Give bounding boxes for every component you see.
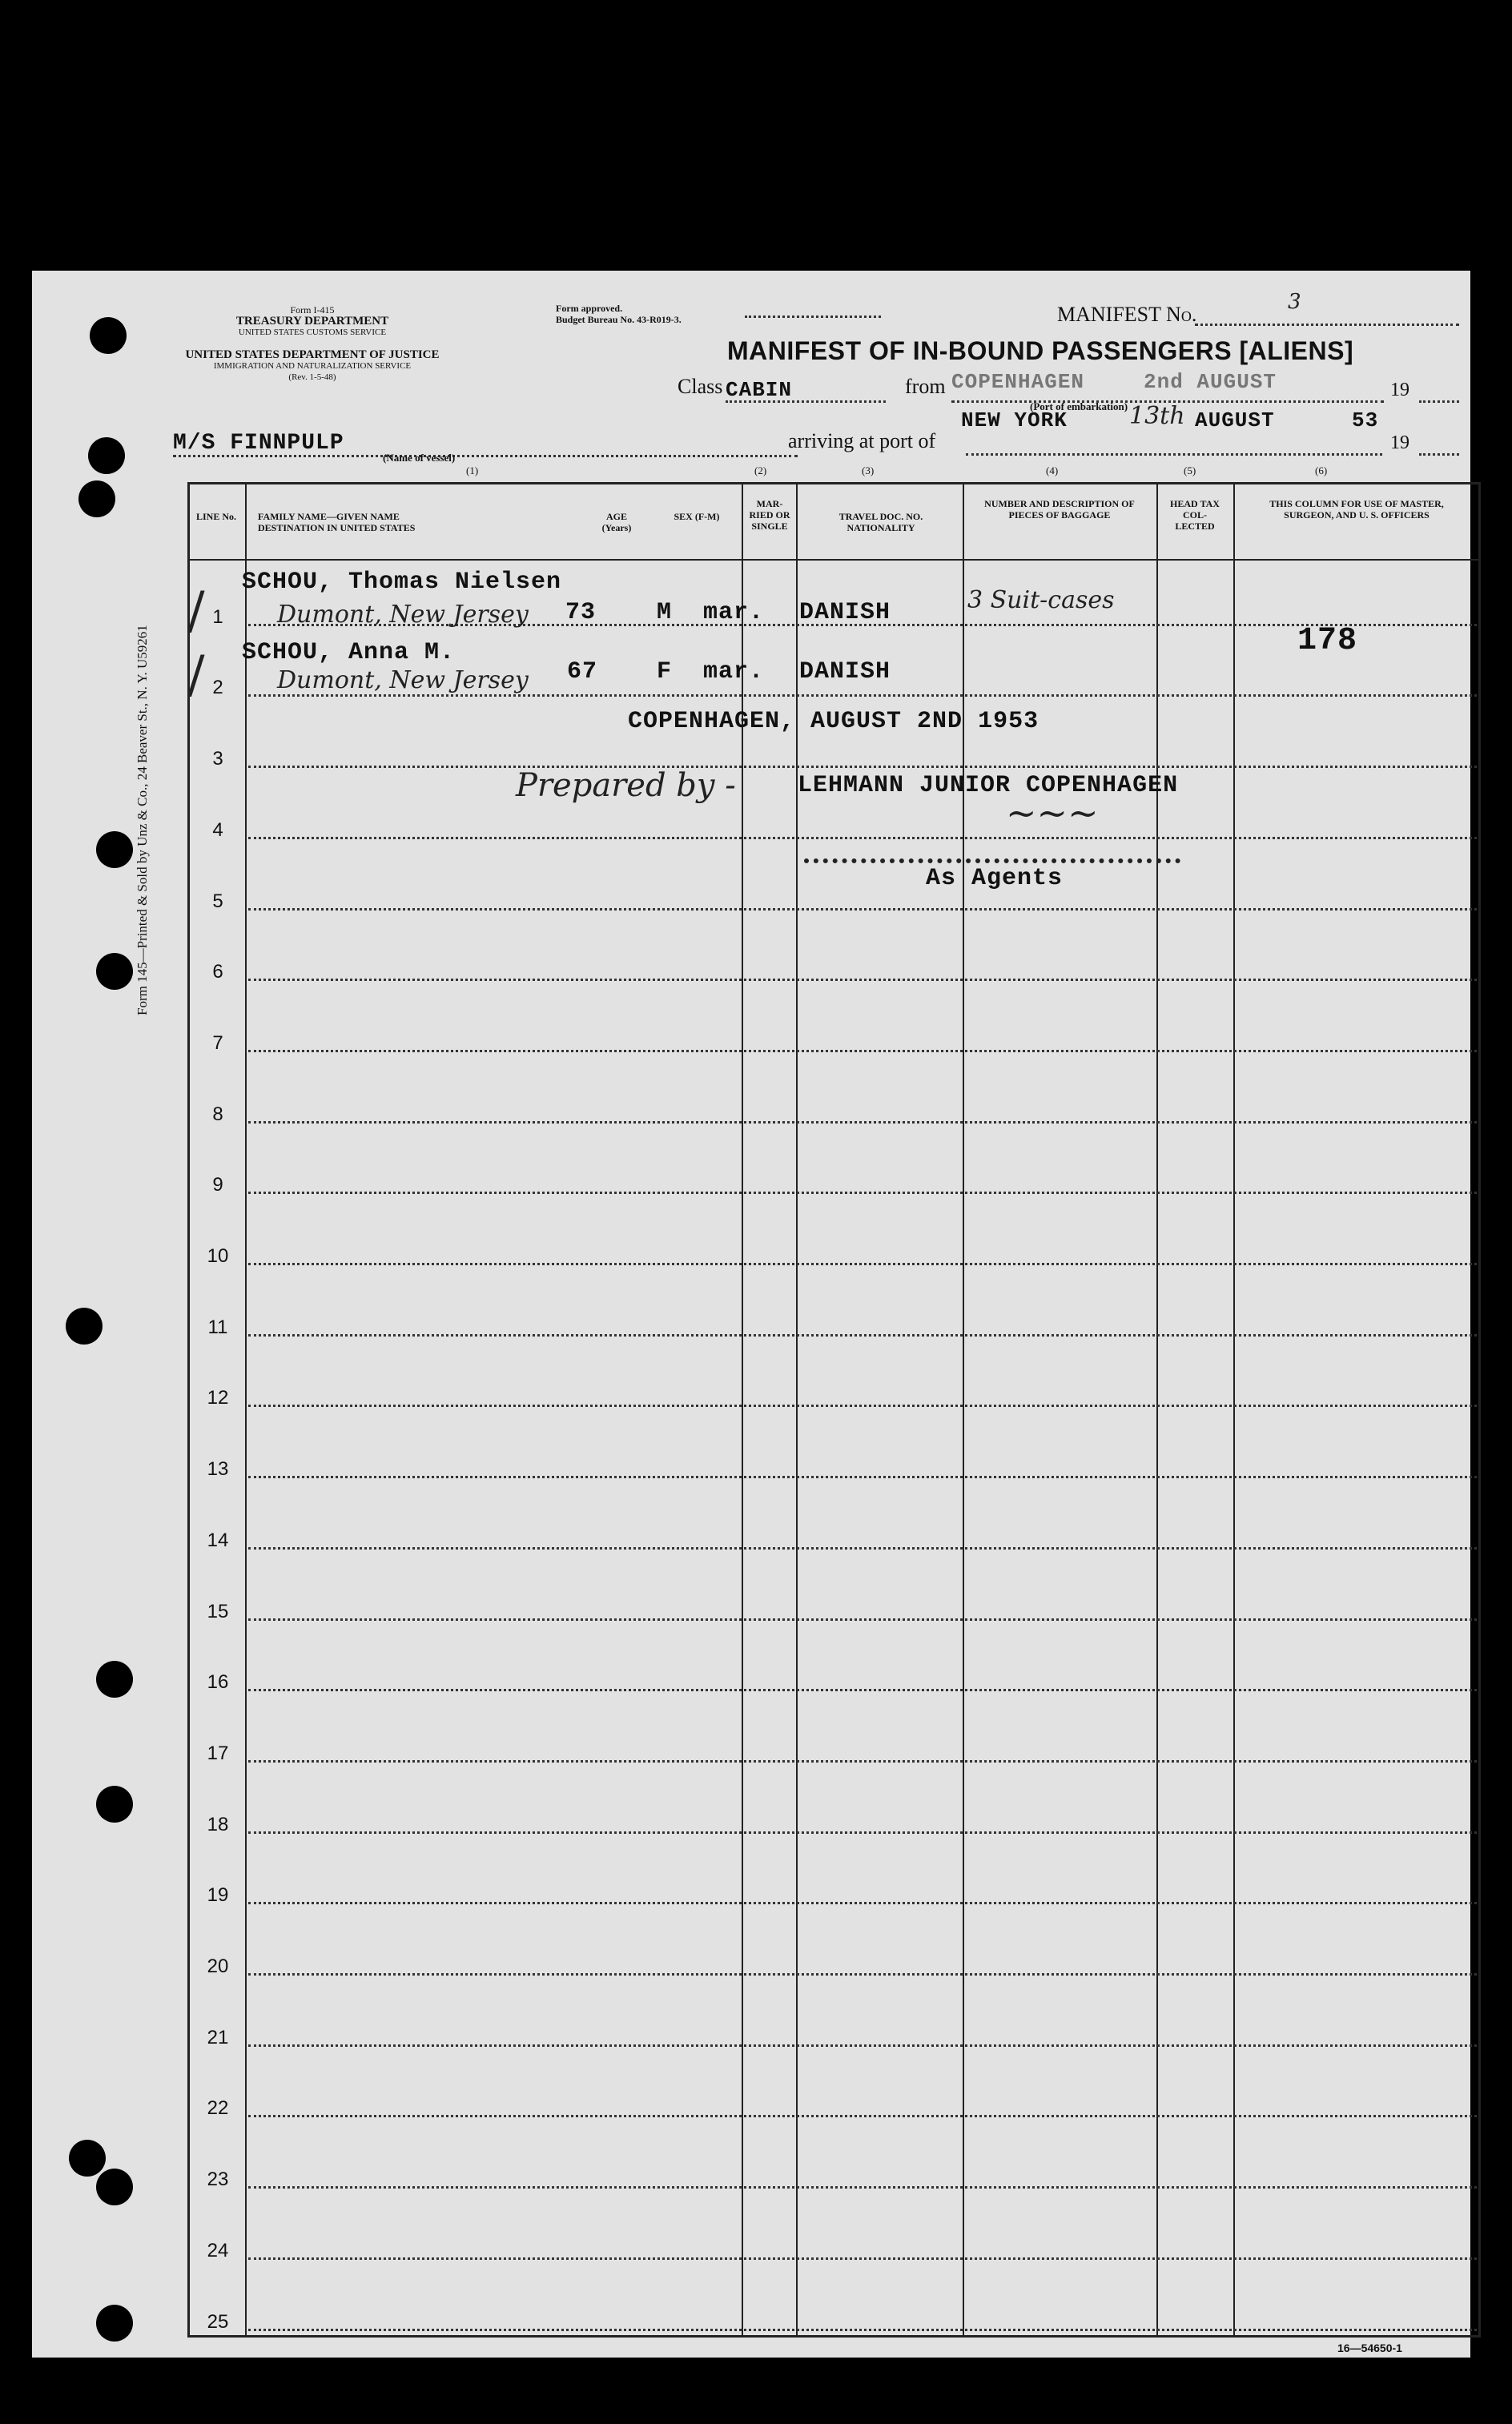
line-number: 6: [212, 961, 223, 983]
service-name: UNITED STATES CUSTOMS SERVICE: [238, 328, 387, 337]
line-number: 16: [207, 1671, 229, 1694]
header-bottom-border: [187, 559, 1480, 561]
page-title: MANIFEST OF IN-BOUND PASSENGERS [ALIENS]: [727, 336, 1354, 365]
port-caption: (Port of embarkation): [1030, 400, 1128, 412]
class-value: CABIN: [726, 378, 793, 402]
line-number: 21: [207, 2026, 229, 2048]
as-agents: As Agents: [926, 865, 1064, 892]
passenger-1-married: mar.: [703, 599, 765, 626]
department-name-2: UNITED STATES DEPARTMENT OF JUSTICE: [185, 348, 440, 361]
header-sex: SEX (F-M): [674, 511, 720, 522]
row-rule: [248, 2044, 1477, 2047]
punch-hole: [96, 953, 133, 990]
place-and-date: COPENHAGEN, AUGUST 2ND 1953: [628, 708, 1040, 735]
col-number-1: (1): [466, 464, 479, 476]
row-rule: [248, 1476, 1477, 1478]
prepared-by: Prepared by -: [516, 767, 736, 804]
line-number: 15: [207, 1600, 229, 1622]
dotted-line: [745, 316, 881, 318]
port-of-arrival: NEW YORK: [961, 408, 1068, 432]
year-prefix-2: 19: [1390, 432, 1409, 453]
col-divider: [1233, 482, 1235, 2338]
table-bottom-border: [187, 2335, 1480, 2338]
header-destination: DESTINATION IN UNITED STATES: [258, 522, 416, 533]
header-line-no: LINE No.: [195, 511, 236, 522]
row-rule: [248, 1618, 1477, 1621]
dotted-line: [1195, 324, 1459, 326]
header-head-tax: HEAD TAX COL-LECTED: [1170, 498, 1220, 532]
passenger-1-baggage: 3 Suit-cases: [967, 586, 1115, 614]
row-rule: [248, 694, 1477, 697]
port-of-embarkation: COPENHAGEN: [951, 370, 1085, 394]
passenger-1-sex: M: [657, 599, 673, 626]
row-rule: [248, 979, 1477, 981]
col-divider: [1156, 482, 1158, 2338]
line-number: 20: [207, 1956, 229, 1977]
row-rule: [248, 2329, 1477, 2331]
passenger-2-age: 67: [567, 658, 598, 685]
from-label: from: [905, 375, 946, 398]
header-family-name: FAMILY NAME—GIVEN NAME: [258, 511, 400, 522]
punch-hole: [88, 437, 125, 474]
line-number: 11: [207, 1316, 228, 1338]
line-number: 14: [207, 1529, 229, 1551]
manifest-number: 3: [1288, 290, 1301, 314]
punch-hole: [96, 2305, 133, 2342]
punch-hole: [96, 1786, 133, 1823]
line-number: 2: [212, 677, 223, 699]
form-header-left-2: [176, 349, 448, 383]
header-baggage: NUMBER AND DESCRIPTION OF PIECES OF BAGGAGE: [984, 498, 1135, 521]
passenger-1-nationality: DANISH: [799, 599, 891, 626]
budget-bureau: Budget Bureau No. 43-R019-3.: [556, 314, 682, 325]
row-rule: [248, 1689, 1477, 1691]
line-number: 7: [212, 1031, 223, 1054]
table-left-border: [187, 482, 190, 2338]
passenger-2-nationality: DANISH: [799, 658, 891, 685]
line-number: 13: [207, 1458, 229, 1481]
form-approval: [556, 303, 682, 325]
line-number: 18: [207, 1813, 229, 1835]
passenger-2-destination: Dumont, New Jersey: [277, 666, 529, 694]
form-header-left: [184, 304, 440, 338]
col-number-6: (6): [1315, 464, 1328, 476]
col-divider: [245, 482, 247, 2338]
col-divider: [963, 482, 964, 2338]
row-rule: [248, 1973, 1477, 1976]
passenger-2-name: SCHOU, Anna M.: [242, 639, 456, 666]
row-rule: [248, 837, 1477, 839]
row-rule: [248, 766, 1477, 768]
passenger-1-destination: Dumont, New Jersey: [277, 601, 529, 629]
row-rule: [248, 2186, 1477, 2189]
punch-hole: [96, 1661, 133, 1698]
row-rule: [248, 1334, 1477, 1337]
row-rule: [248, 1902, 1477, 1904]
header-age: AGE (Years): [601, 511, 632, 533]
manifest-label: MANIFEST No.: [1057, 303, 1197, 326]
col-number-2: (2): [754, 464, 767, 476]
row-rule: [248, 1192, 1477, 1194]
footer-code: 16—54650-1: [1337, 2342, 1402, 2354]
table-right-border: [1478, 482, 1481, 2338]
row-rule: [248, 1547, 1477, 1550]
arrival-month: AUGUST: [1195, 408, 1275, 432]
officer-number: 178: [1297, 623, 1358, 659]
form-approved: Form approved.: [556, 303, 623, 314]
punch-hole: [96, 831, 133, 868]
punch-hole: [66, 1308, 103, 1345]
col-number-5: (5): [1184, 464, 1196, 476]
line-number: 12: [207, 1387, 229, 1409]
printer-imprint: Form 145—Printed & Sold by Unz & Co., 24 Beaver St., N. Y. U59261: [135, 625, 150, 1015]
department-name: TREASURY DEPARTMENT: [235, 315, 389, 328]
line-number: 1: [212, 605, 223, 628]
manifest-page: [32, 271, 1470, 2358]
punch-hole: [96, 2169, 133, 2205]
passenger-2-married: mar.: [703, 658, 765, 685]
line-number: 24: [207, 2239, 229, 2261]
line-number: 5: [212, 890, 223, 912]
row-rule: [248, 1263, 1477, 1265]
check-mark: /: [187, 645, 205, 705]
col-divider: [796, 482, 798, 2338]
line-number: 19: [207, 1884, 229, 1907]
col-number-4: (4): [1046, 464, 1059, 476]
row-rule: [248, 2257, 1477, 2260]
dotted-line: [966, 453, 1382, 456]
agent-name: LEHMANN JUNIOR COPENHAGEN: [798, 772, 1179, 799]
col-divider: [742, 482, 743, 2338]
passenger-2-sex: F: [657, 658, 673, 685]
dotted-line: [1419, 453, 1459, 456]
row-rule: [248, 1121, 1477, 1124]
arriving-label: arriving at port of: [788, 429, 936, 452]
line-number: 17: [207, 1742, 229, 1764]
passenger-1-age: 73: [565, 599, 597, 626]
col-number-3: (3): [862, 464, 875, 476]
punch-hole: [69, 2140, 106, 2177]
agent-signature: ~~~: [1006, 791, 1099, 834]
punch-hole: [78, 480, 115, 517]
line-number: 8: [212, 1103, 223, 1125]
arrival-year: 53: [1352, 408, 1379, 432]
row-rule: [248, 1760, 1477, 1763]
header-officers: THIS COLUMN FOR USE OF MASTER, SURGEON, AND U. S. OFFICERS: [1269, 498, 1444, 521]
revision: (Rev. 1-5-48): [288, 372, 336, 382]
row-rule: [248, 908, 1477, 911]
line-number: 3: [212, 748, 223, 770]
line-number: 22: [207, 2097, 229, 2120]
embarkation-date: 2nd AUGUST: [1144, 370, 1277, 394]
vessel-name: M/S FINNPULP: [173, 431, 344, 456]
class-label: Class: [678, 375, 723, 398]
check-mark: /: [187, 581, 205, 641]
punch-hole: [90, 317, 127, 354]
dotted-line: [726, 400, 886, 403]
line-number: 4: [212, 818, 223, 841]
dotted-line: [1419, 400, 1459, 403]
dotted-line: [173, 455, 798, 457]
row-rule: [248, 1050, 1477, 1052]
arrival-day: 13th: [1129, 402, 1185, 430]
row-rule: [248, 1831, 1477, 1834]
line-number: 10: [207, 1245, 229, 1267]
vessel-caption: (Name of vessel): [383, 452, 456, 464]
passenger-1-name: SCHOU, Thomas Nielsen: [242, 569, 562, 596]
line-number: 9: [212, 1174, 223, 1196]
header-married: MAR-RIED OR SINGLE: [749, 498, 790, 532]
row-rule: [248, 2115, 1477, 2117]
form-number: Form I-415: [290, 304, 335, 316]
signature-dotted-line: [804, 858, 1180, 863]
row-rule: [248, 1405, 1477, 1407]
service-name-2: IMMIGRATION AND NATURALIZATION SERVICE: [213, 361, 412, 371]
header-travel-doc: TRAVEL DOC. NO. NATIONALITY: [838, 511, 923, 533]
line-number: 23: [207, 2169, 229, 2191]
line-number: 25: [207, 2310, 229, 2333]
table-top-border: [187, 482, 1480, 484]
year-prefix: 19: [1390, 380, 1409, 400]
